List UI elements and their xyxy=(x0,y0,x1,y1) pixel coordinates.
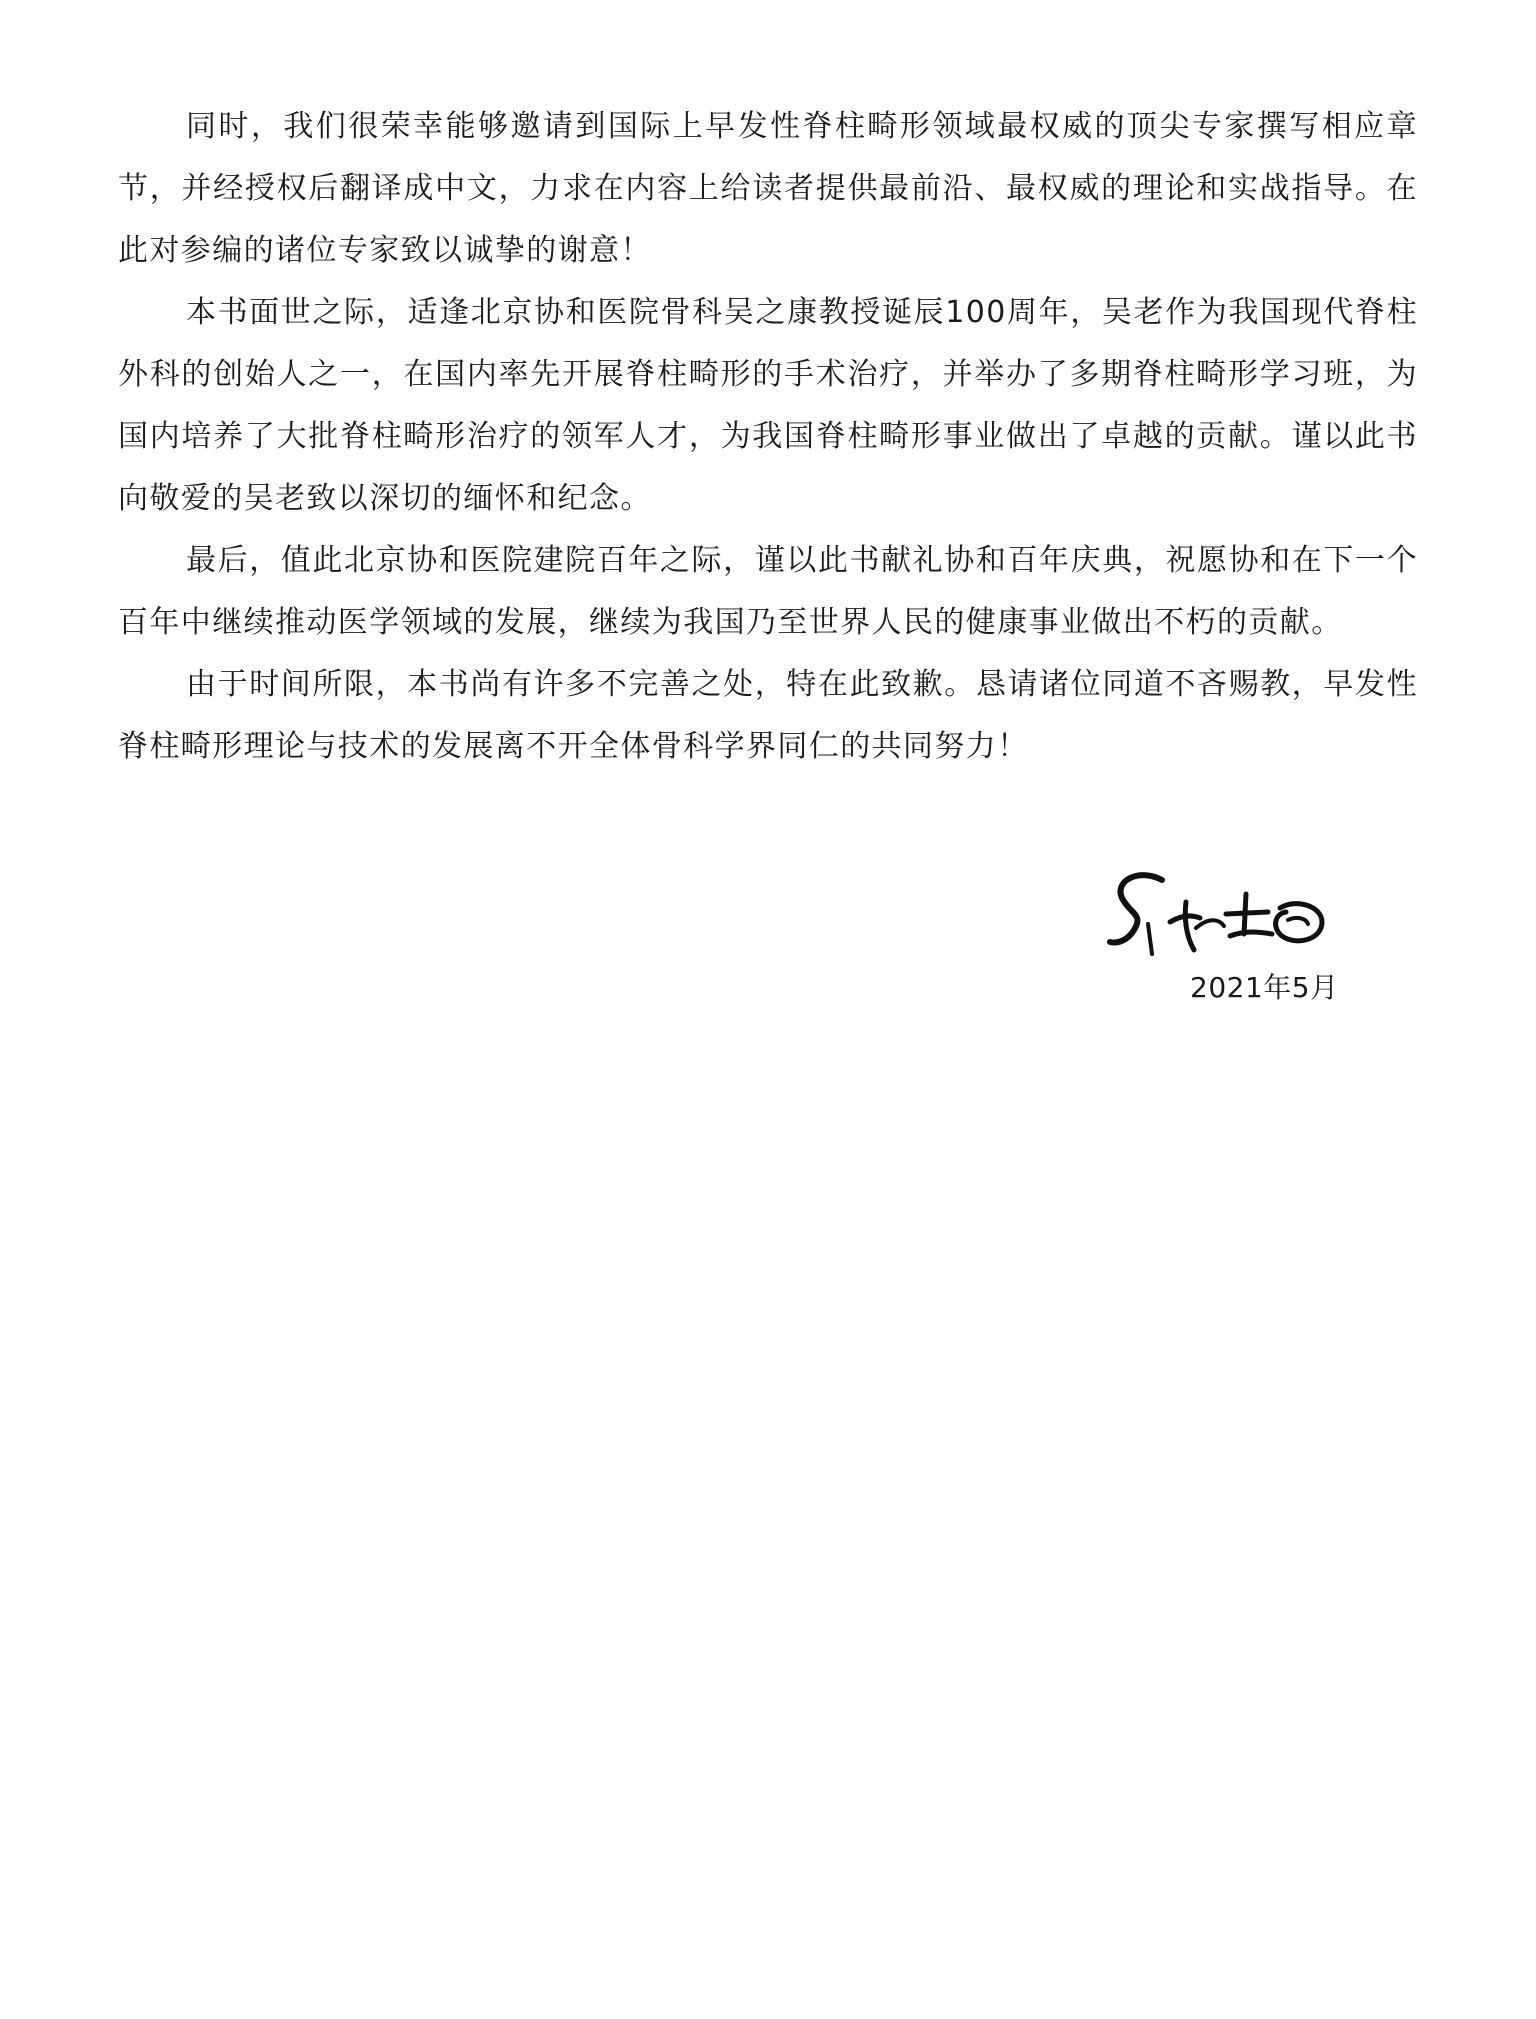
date-line: 2021年5月 xyxy=(1190,971,1339,1004)
body-text xyxy=(118,96,1418,778)
signature-icon xyxy=(1100,858,1330,968)
paragraph-3: 最后，值此北京协和医院建院百年之际，谨以此书献礼协和百年庆典，祝愿协和在下一个百年中继续推动医学领域的发展，继续为我国乃至世界人民的健康事业做出不朽的贡献。 xyxy=(118,543,1418,640)
paragraph-1: 同时，我们很荣幸能够邀请到国际上早发性脊柱畸形领域最权威的顶尖专家撰写相应章节，并经授权后翻译成中文，力求在内容上给读者提供最前沿、最权威的理论和实战指导。在此对参编的诸位专家致以诚挚的谢意！ xyxy=(118,109,1418,268)
paragraph-4: 由于时间所限，本书尚有许多不完善之处，特在此致歉。恳请诸位同道不吝赐教，早发性脊柱畸形理论与技术的发展离不开全体骨科学界同仁的共同努力！ xyxy=(118,667,1418,764)
paragraph-2: 本书面世之际，适逢北京协和医院骨科吴之康教授诞辰100周年，吴老作为我国现代脊柱外科的创始人之一，在国内率先开展脊柱畸形的手术治疗，并举办了多期脊柱畸形学习班，为国内培养了大批脊柱畸形治疗的领军人才，为我国脊柱畸形事业做出了卓越的贡献。谨以此书向敬爱的吴老致以深切的缅怀和纪念。 xyxy=(118,295,1418,516)
